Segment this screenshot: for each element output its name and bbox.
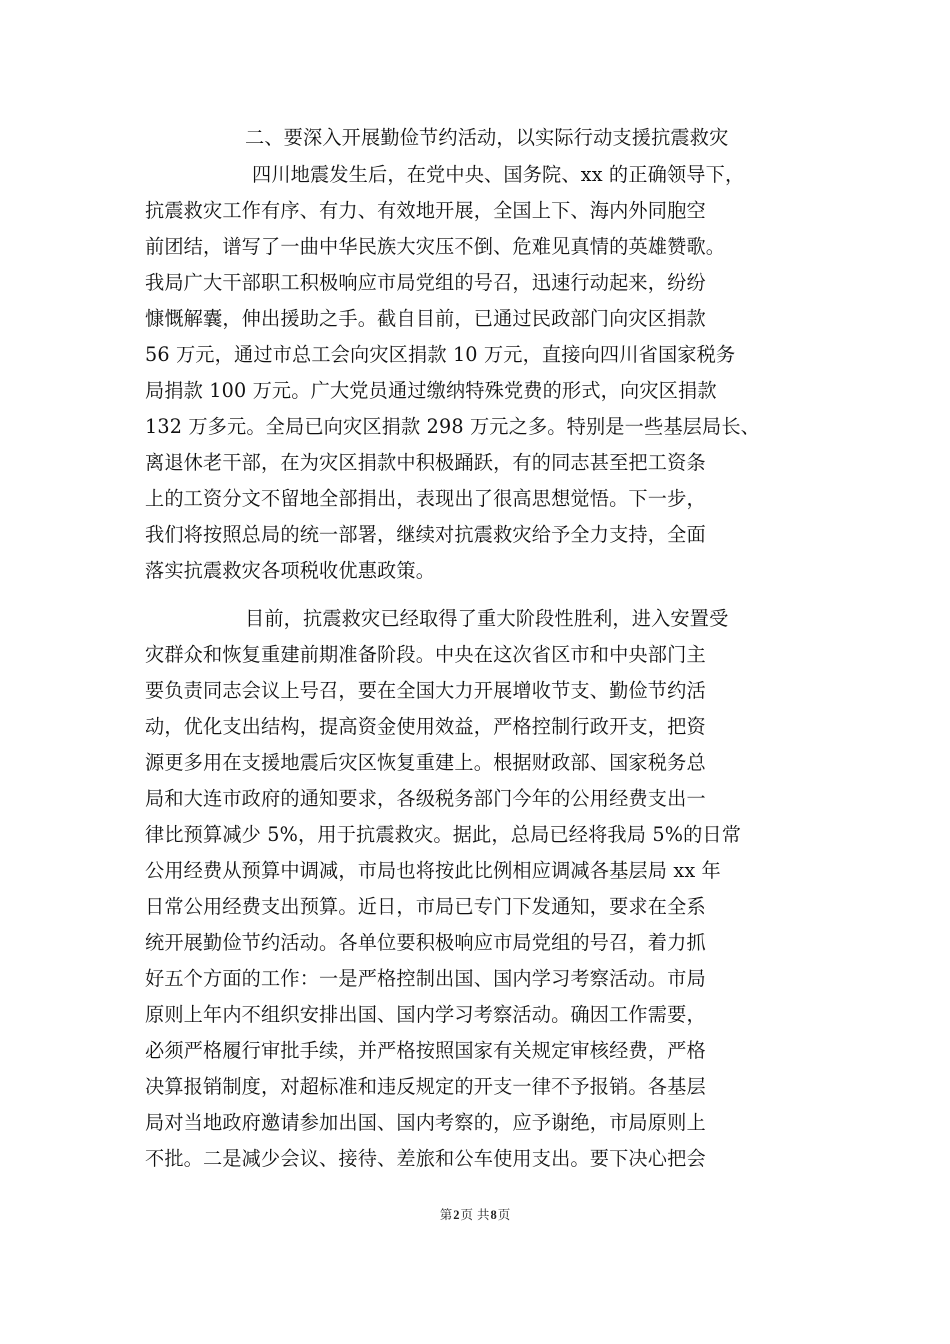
paragraph-line: 56 万元，通过市总工会向灾区捐款 10 万元，直接向四川省国家税务 bbox=[145, 343, 736, 366]
paragraph-line: 四川地震发生后，在党中央、国务院、xx 的正确领导下， bbox=[252, 163, 745, 186]
paragraph-line: 局捐款 100 万元。广大党员通过缴纳特殊党费的形式，向灾区捐款 bbox=[145, 379, 717, 402]
paragraph-line: 律比预算减少 5%，用于抗震救灾。据此，总局已经将我局 5%的日常 bbox=[145, 823, 742, 846]
paragraph-line: 前团结，谱写了一曲中华民族大灾压不倒、危难见真情的英雄赞歌。 bbox=[145, 235, 726, 258]
paragraph-line: 抗震救灾工作有序、有力、有效地开展，全国上下、海内外同胞空 bbox=[145, 199, 706, 222]
paragraph-line: 我们将按照总局的统一部署，继续对抗震救灾给予全力支持，全面 bbox=[145, 523, 706, 546]
section-heading: 二、要深入开展勤俭节约活动，以实际行动支援抗震救灾 bbox=[245, 126, 729, 149]
paragraph-line: 上的工资分文不留地全部捐出，表现出了很高思想觉悟。下一步， bbox=[145, 487, 706, 510]
paragraph-line: 原则上年内不组织安排出国、国内学习考察活动。确因工作需要， bbox=[145, 1003, 706, 1026]
footer-middle: 页 共 bbox=[460, 1207, 490, 1222]
page-footer bbox=[0, 1207, 950, 1223]
paragraph-line: 局对当地政府邀请参加出国、国内考察的，应予谢绝，市局原则上 bbox=[145, 1111, 706, 1134]
paragraph-line: 不批。二是减少会议、接待、差旅和公车使用支出。要下决心把会 bbox=[145, 1147, 706, 1170]
paragraph-line: 日常公用经费支出预算。近日，市局已专门下发通知，要求在全系 bbox=[145, 895, 706, 918]
paragraph-line: 好五个方面的工作：一是严格控制出国、国内学习考察活动。市局 bbox=[145, 967, 706, 990]
paragraph-line: 要负责同志会议上号召，要在全国大力开展增收节支、勤俭节约活 bbox=[145, 679, 706, 702]
paragraph-line: 局和大连市政府的通知要求，各级税务部门今年的公用经费支出一 bbox=[145, 787, 706, 810]
paragraph-line: 灾群众和恢复重建前期准备阶段。中央在这次省区市和中央部门主 bbox=[145, 643, 706, 666]
paragraph-line: 动，优化支出结构，提高资金使用效益，严格控制行政开支，把资 bbox=[145, 715, 706, 738]
paragraph-line: 目前，抗震救灾已经取得了重大阶段性胜利，进入安置受 bbox=[245, 607, 729, 630]
paragraph-line: 落实抗震救灾各项税收优惠政策。 bbox=[145, 559, 436, 582]
paragraph-line: 慷慨解囊，伸出援助之手。截自目前，已通过民政部门向灾区捐款 bbox=[145, 307, 706, 330]
footer-page-number: 2 bbox=[453, 1208, 460, 1222]
paragraph-line: 公用经费从预算中调减，市局也将按此比例相应调减各基层局 xx 年 bbox=[145, 859, 721, 882]
paragraph-line: 统开展勤俭节约活动。各单位要积极响应市局党组的号召，着力抓 bbox=[145, 931, 706, 954]
footer-suffix: 页 bbox=[497, 1207, 511, 1222]
paragraph-line: 源更多用在支援地震后灾区恢复重建上。根据财政部、国家税务总 bbox=[145, 751, 706, 774]
paragraph-line: 我局广大干部职工积极响应市局党组的号召，迅速行动起来，纷纷 bbox=[145, 271, 706, 294]
paragraph-line: 决算报销制度，对超标准和违反规定的开支一律不予报销。各基层 bbox=[145, 1075, 706, 1098]
footer-prefix: 第 bbox=[439, 1207, 453, 1222]
footer-total-pages: 8 bbox=[490, 1208, 497, 1222]
paragraph-line: 132 万多元。全局已向灾区捐款 298 万元之多。特别是一些基层局长、 bbox=[145, 415, 761, 438]
paragraph-line: 离退休老干部，在为灾区捐款中积极踊跃，有的同志甚至把工资条 bbox=[145, 451, 706, 474]
paragraph-line: 必须严格履行审批手续，并严格按照国家有关规定审核经费，严格 bbox=[145, 1039, 706, 1062]
